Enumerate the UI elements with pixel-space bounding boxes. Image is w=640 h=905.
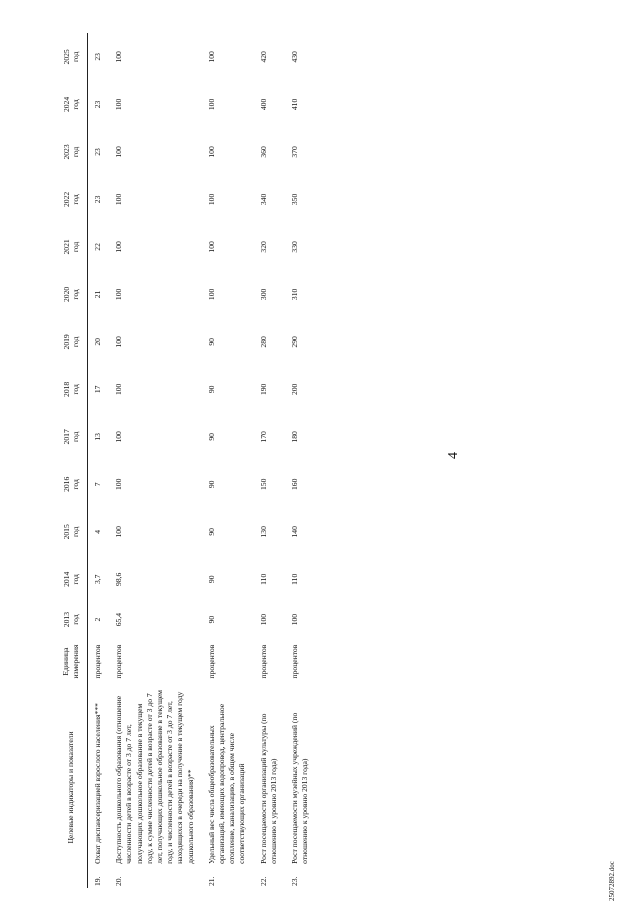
value-cell: 430: [290, 51, 300, 63]
value-cell: 340: [258, 193, 268, 206]
value-cell: 22: [93, 243, 102, 251]
header-year: 2021 год: [55, 223, 88, 270]
row-number: 19.: [93, 876, 102, 886]
header-year: 2024 год: [55, 81, 88, 128]
value-cell: 100: [114, 526, 124, 538]
value-cell: 4: [93, 529, 102, 534]
footer-document-code: 25072892.doc: [608, 861, 616, 901]
value-cell: 90: [206, 575, 216, 584]
value-cell: 130: [258, 526, 268, 538]
value-cell: 13: [93, 433, 102, 441]
value-cell: 100: [114, 383, 124, 396]
row-number: 21.: [206, 876, 216, 886]
value-cell: 100: [290, 613, 300, 626]
value-cell: 100: [114, 288, 124, 301]
value-cell: 100: [206, 98, 216, 111]
value-cell: 90: [206, 480, 216, 489]
indicators-table: [55, 33, 316, 888]
table-row: [88, 33, 110, 888]
value-cell: 100: [114, 478, 124, 491]
value-cell: 100: [114, 146, 124, 158]
value-cell: 110: [290, 573, 300, 585]
header-year: 2020 год: [55, 271, 88, 318]
header-year: 2023 год: [55, 128, 88, 175]
row-number: 23.: [290, 876, 300, 886]
header-indicators: Целевые индикаторы и показатели: [55, 687, 88, 888]
value-cell: 350: [290, 193, 300, 206]
unit-cell: процентов: [258, 644, 268, 679]
value-cell: 100: [206, 288, 216, 301]
header-year: 2013 год: [55, 603, 88, 636]
value-cell: 20: [93, 338, 102, 346]
table-row: [285, 33, 316, 888]
header-year: 2019 год: [55, 318, 88, 365]
row-number: 22.: [258, 876, 268, 886]
value-cell: 400: [258, 98, 268, 111]
header-year: 2022 год: [55, 176, 88, 223]
indicator-name: Рост посещаемости музейных учреждений (по отношению к уровню 2013 года): [290, 712, 310, 864]
value-cell: 100: [114, 241, 124, 253]
value-cell: 90: [206, 615, 216, 624]
value-cell: 290: [290, 336, 300, 348]
table-header-row: [55, 33, 88, 888]
header-year: 2015 год: [55, 508, 88, 555]
header-year: 2017 год: [55, 413, 88, 460]
value-cell: 90: [206, 338, 216, 346]
value-cell: 23: [93, 100, 102, 109]
header-year: 2018 год: [55, 366, 88, 413]
value-cell: 23: [93, 148, 102, 156]
unit-cell: процентов: [114, 644, 124, 679]
value-cell: 23: [93, 53, 102, 61]
value-cell: 330: [290, 241, 300, 253]
value-cell: 3,7: [93, 574, 102, 585]
value-cell: 320: [258, 241, 268, 253]
value-cell: 90: [206, 528, 216, 536]
value-cell: 140: [290, 526, 300, 538]
value-cell: 90: [206, 385, 216, 394]
header-unit: Единица измерения: [55, 636, 88, 687]
value-cell: 200: [290, 383, 300, 396]
value-cell: 370: [290, 146, 300, 158]
value-cell: 360: [258, 146, 268, 158]
table-row: [109, 33, 202, 888]
unit-cell: процентов: [206, 644, 216, 679]
value-cell: 100: [206, 193, 216, 206]
value-cell: 100: [114, 51, 124, 63]
value-cell: 100: [258, 613, 268, 626]
page-number: 4: [446, 452, 461, 459]
indicator-name: Охват диспансеризацией взрослого населения***: [93, 703, 102, 864]
indicator-name: Доступность дошкольного образования (отношение численности детей в возрасте от 3 до 7 лет, получающих дошкольное образование в текущем году, к сумме численности детей в возрасте от 3 до 7 лет, получающих дошкольное образование в текущем году, и численности детей в возрасте от 3 до 7 лет, находящихся в очереди на получение в текущем году дошкольного образования)**: [114, 690, 195, 864]
table-row: [202, 33, 254, 888]
table-row: [254, 33, 285, 888]
value-cell: 310: [290, 288, 300, 301]
value-cell: 100: [114, 431, 124, 443]
value-cell: 280: [258, 336, 268, 348]
value-cell: 170: [258, 431, 268, 443]
indicator-name: Рост посещаемости организаций культуры (по отношению к уровню 2013 года): [258, 713, 278, 864]
value-cell: 98,6: [114, 572, 124, 586]
value-cell: 300: [258, 288, 268, 301]
value-cell: 150: [258, 478, 268, 491]
value-cell: 90: [206, 433, 216, 441]
indicator-name: Удельный вес числа общеобразовательных организаций, имеющих водопровод, центральное отопление, канализацию, в общем числе соответствующих организаций: [206, 703, 247, 864]
value-cell: 65,4: [114, 612, 124, 627]
value-cell: 180: [290, 431, 300, 443]
value-cell: 420: [258, 51, 268, 63]
value-cell: 7: [93, 482, 102, 487]
unit-cell: процентов: [93, 644, 102, 679]
value-cell: 100: [114, 98, 124, 111]
value-cell: 100: [206, 51, 216, 63]
value-cell: 2: [93, 617, 102, 622]
value-cell: 17: [93, 385, 102, 394]
row-number: 20.: [114, 876, 124, 886]
header-year: 2014 год: [55, 556, 88, 603]
value-cell: 23: [93, 195, 102, 204]
value-cell: 100: [206, 146, 216, 158]
value-cell: 190: [258, 383, 268, 396]
value-cell: 110: [258, 573, 268, 585]
value-cell: 21: [93, 290, 102, 299]
value-cell: 100: [114, 336, 124, 348]
value-cell: 160: [290, 478, 300, 491]
header-year: 2016 год: [55, 461, 88, 508]
value-cell: 100: [206, 241, 216, 253]
unit-cell: процентов: [290, 644, 300, 679]
value-cell: 100: [114, 193, 124, 206]
header-year: 2025 год: [55, 33, 88, 81]
value-cell: 410: [290, 98, 300, 111]
